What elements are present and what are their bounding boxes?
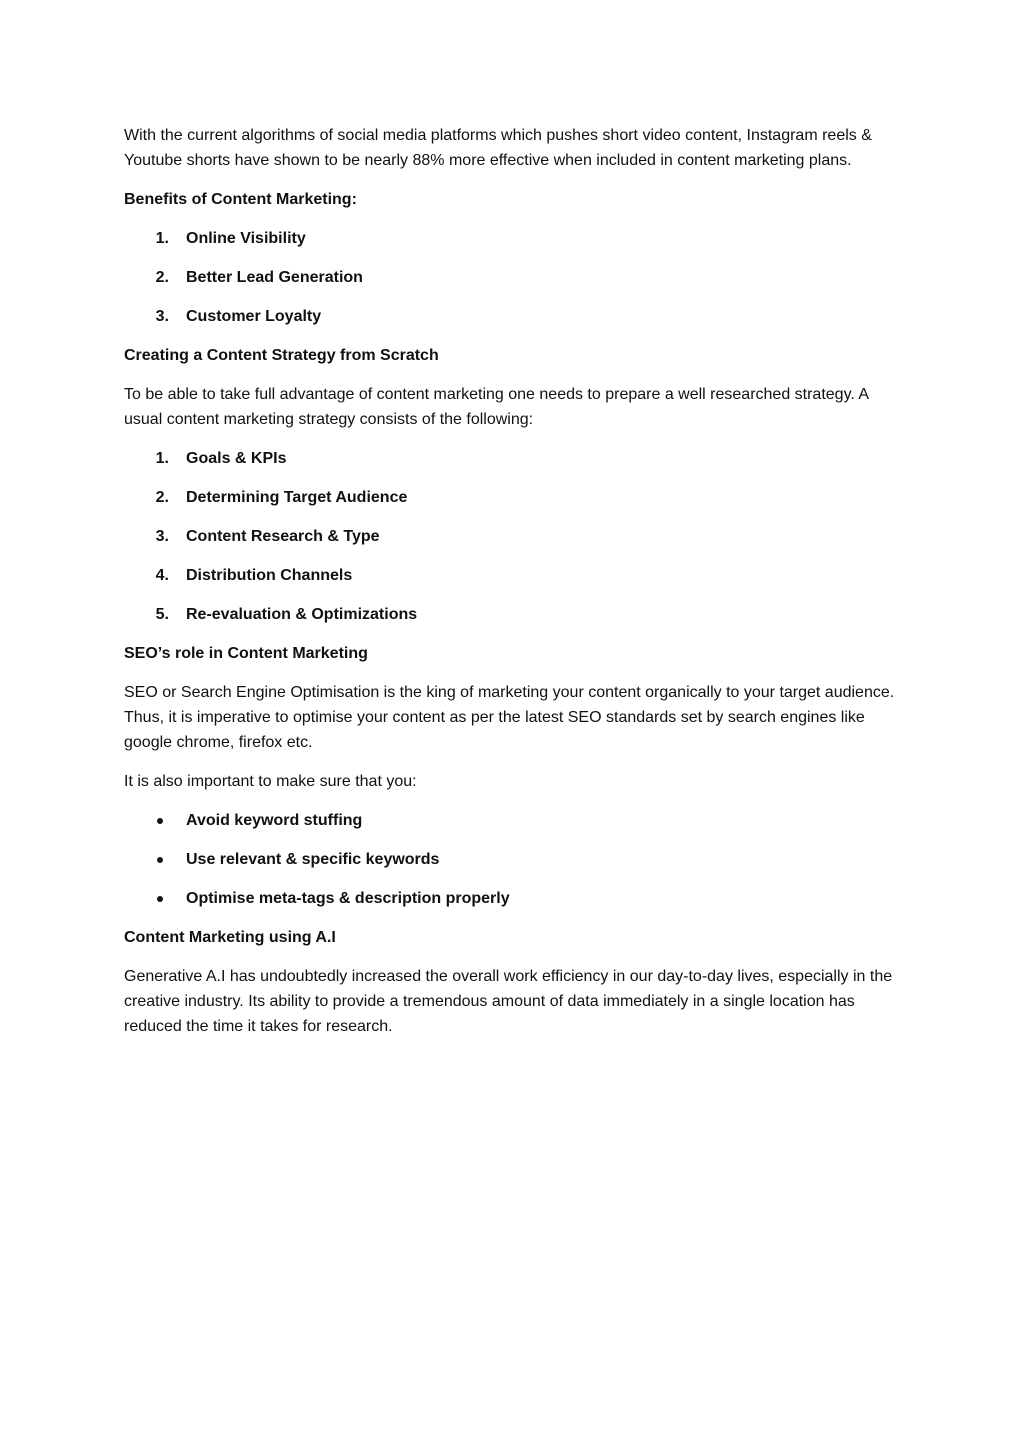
list-item (124, 226, 904, 251)
list-number: 5. (155, 606, 169, 623)
list-number: 2. (155, 269, 169, 286)
list-item-text: Distribution Channels (186, 567, 353, 584)
list-item-text: Customer Loyalty (186, 308, 322, 325)
list-item-text: Avoid keyword stuffing (186, 812, 363, 829)
benefits-heading: Benefits of Content Marketing: (124, 191, 357, 208)
list-item (124, 524, 904, 549)
list-item-text: Determining Target Audience (186, 489, 408, 506)
list-number: 3. (155, 528, 169, 545)
list-item (124, 808, 904, 833)
list-number: 2. (155, 489, 169, 506)
list-item-text: Online Visibility (186, 230, 306, 247)
list-item (124, 304, 904, 329)
seo-paragraph: SEO or Search Engine Optimisation is the king of marketing your content organically to your target audience. Thus, it is imperative to optimise your content as per the latest SEO standards set by search engines like google chrome, firefox etc. (124, 684, 895, 751)
list-item-text: Better Lead Generation (186, 269, 363, 286)
document-body (124, 123, 904, 1053)
strategy-heading: Creating a Content Strategy from Scratch (124, 347, 439, 364)
benefits-list (124, 226, 904, 329)
list-number: 1. (155, 230, 169, 247)
seo-lead-in: It is also important to make sure that you: (124, 773, 417, 790)
list-item (124, 886, 904, 911)
ai-heading: Content Marketing using A.I (124, 929, 336, 946)
list-number: 1. (155, 450, 169, 467)
list-item (124, 446, 904, 471)
bullet-icon (124, 886, 186, 911)
list-number: 3. (155, 308, 169, 325)
seo-heading: SEO’s role in Content Marketing (124, 645, 368, 662)
list-item-text: Content Research & Type (186, 528, 380, 545)
list-item-text: Optimise meta-tags & description properly (186, 890, 510, 907)
list-item (124, 563, 904, 588)
list-item-text: Use relevant & specific keywords (186, 851, 440, 868)
list-item (124, 485, 904, 510)
intro-paragraph: With the current algorithms of social media platforms which pushes short video content, Instagram reels & Youtube shorts have shown to be nearly 88% more effective when included in content marketing plans. (124, 127, 872, 169)
strategy-list (124, 446, 904, 627)
bullet-icon (124, 847, 186, 872)
seo-bullet-list (124, 808, 904, 911)
list-number: 4. (155, 567, 169, 584)
ai-paragraph: Generative A.I has undoubtedly increased the overall work efficiency in our day-to-day lives, especially in the creative industry. Its ability to provide a tremendous amount of data immediately in a single location has reduced the time it takes for research. (124, 968, 893, 1035)
list-item-text: Re-evaluation & Optimizations (186, 606, 418, 623)
list-item (124, 265, 904, 290)
list-item (124, 602, 904, 627)
bullet-icon (124, 808, 186, 833)
list-item (124, 847, 904, 872)
list-item-text: Goals & KPIs (186, 450, 287, 467)
strategy-paragraph: To be able to take full advantage of content marketing one needs to prepare a well researched strategy. A usual content marketing strategy consists of the following: (124, 386, 869, 428)
